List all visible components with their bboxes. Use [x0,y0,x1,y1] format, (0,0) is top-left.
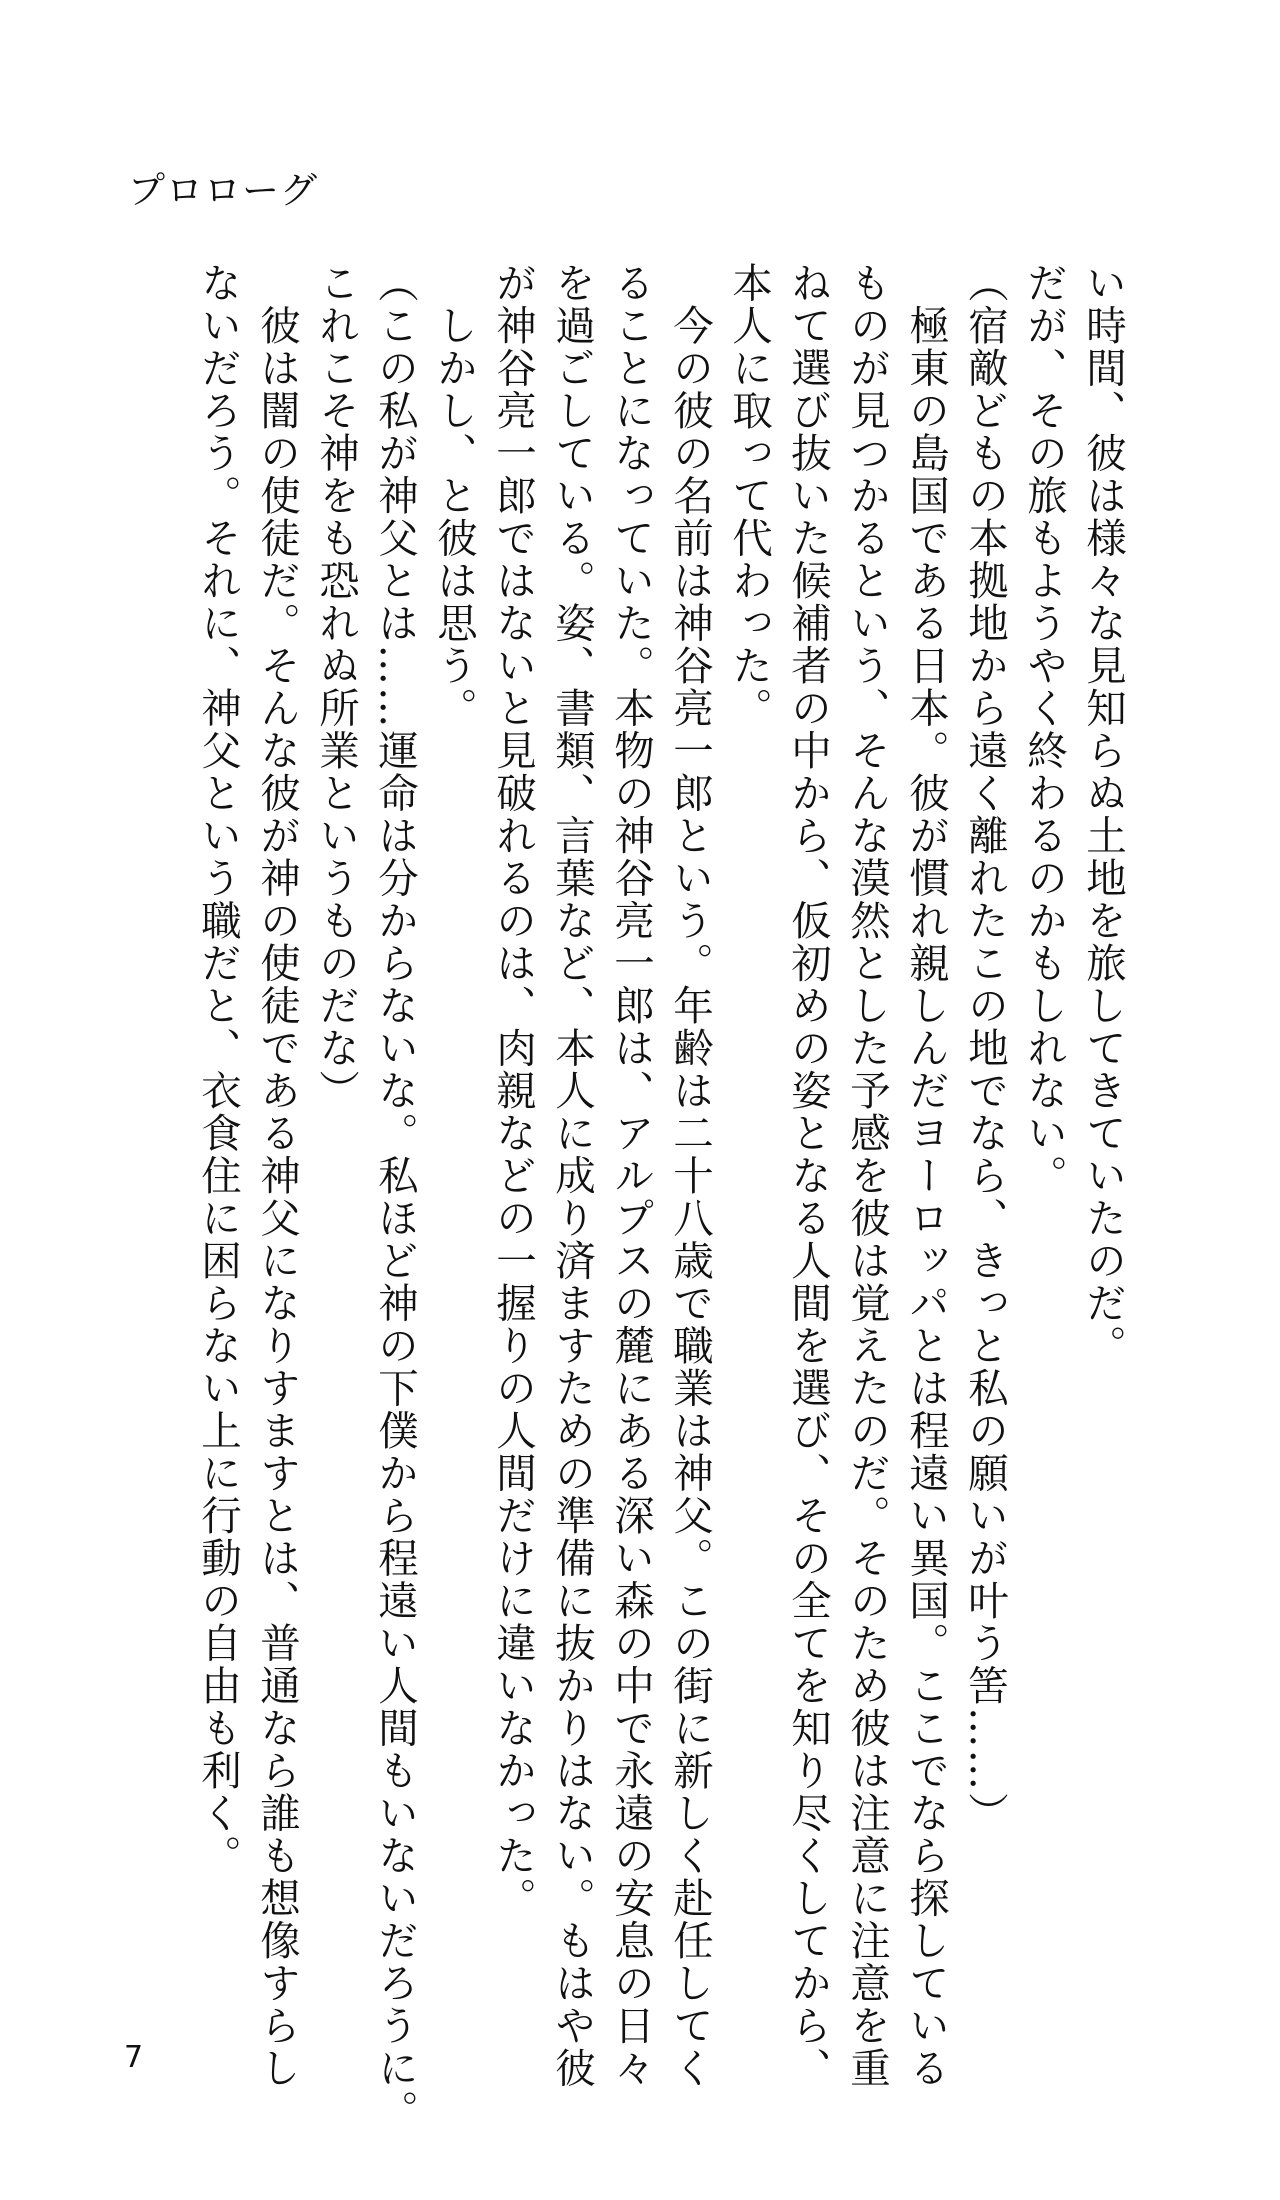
text-line: 極東の島国である日本。彼が慣れ親しんだヨーロッパとは程遠い異国。ここでなら探している [902,262,950,2090]
text-line: ないだろう。それに、神父という職だと、衣食住に困らない上に行動の自由も利く。 [194,262,242,1877]
text-line: を過ごしている。姿、書類、言葉など、本人に成り済ますための準備に抜かりはない。もはや彼 [548,262,596,2090]
text-line: 本人に取って代わった。 [725,262,773,730]
text-line: これこそ神をも恐れぬ所業というものだな） [312,262,360,1112]
text-line: が神谷亮一郎ではないと見破れるのは、肉親などの一握りの人間だけに違いなかった。 [489,262,537,1920]
text-line: しかし、と彼は思う。 [430,262,478,730]
page-number: 7 [124,2040,144,2075]
chapter-title: プロローグ [128,169,318,212]
text-line: （宿敵どもの本拠地から遠く離れたこの地でなら、きっと私の願いが叶う筈……） [961,262,1009,1835]
text-line: 今の彼の名前は神谷亮一郎という。年齢は二十八歳で職業は神父。この街に新しく赴任してく [666,262,714,2090]
text-line: 彼は闇の使徒だ。そんな彼が神の使徒である神父になりすますとは、普通なら誰も想像すらし [253,262,301,2090]
text-line: だが、その旅もようやく終わるのかもしれない。 [1020,262,1068,1197]
text-line: ることになっていた。本物の神谷亮一郎は、アルプスの麓にある深い森の中で永遠の安息の日々 [607,262,655,2090]
text-line: ねて選び抜いた候補者の中から、仮初めの姿となる人間を選び、その全てを知り尽くしてから、 [784,262,832,2090]
text-line: （この私が神父とは……運命は分からないな。私ほど神の下僕から程遠い人間もいないだろうに。 [371,262,419,2132]
text-line: ものが見つかるという、そんな漠然とした予感を彼は覚えたのだ。そのため彼は注意に注意を重 [843,262,891,2090]
vertical-body-text [188,262,1132,2132]
text-line: い時間、彼は様々な見知らぬ土地を旅してきていたのだ。 [1079,262,1127,1367]
